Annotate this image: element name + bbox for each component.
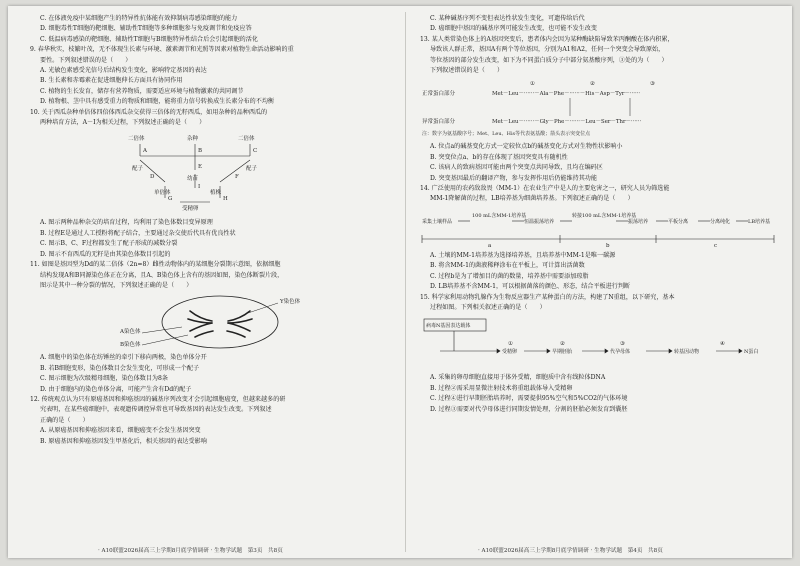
question-15-stem: 15. 科学家利用动物乳腺作为生物反应器生产某种蛋白的方法，构建了N重组，以下研究，基本 [420,293,675,301]
row-label: 异常蛋白部分 [422,119,456,126]
q13-option-a: A. 位点a的碱基变化方式一定较位点b的碱基变化方式对生物性状影响小 [430,143,623,151]
diagram-label: 配子 [132,166,144,173]
question-13-stem: 下列叙述错误的是（ ） [430,67,504,75]
q9-option-a: A. 光敏色素感受光信号后结构发生变化，影响特定基因的表达 [40,67,207,75]
diagram-label: 配子 [246,166,258,173]
question-11-stem: 结构发现A和B同源染色体正在分离，且A、B染色体上含有的基因如图，染色体断裂片段， [40,271,284,279]
markers: ① [530,81,535,88]
flow-step: 早期胚胎 [552,349,573,356]
sequence-row: Met－Leu－······－Ala－Phe－······－His－Asp－Tyr－······ [492,91,641,98]
q10-breeding-diagram [30,130,390,216]
q9-option-b: B. 生长素和赤霉素在促进细胞伸长方面具有协同作用 [40,77,183,85]
question-14-stem: MM-1降解菌的过程，LB培养基为细菌培养基。下列叙述正确的是（ ） [430,195,634,203]
question-15-stem: 过程如图。下列相关叙述正确的是（ ） [430,303,546,311]
diagram-label: 杂种 [187,136,199,143]
sequence-row: Met－Leu－······－Gly－Phe－······－Leu－Ser－Thr－······ [492,119,642,126]
q10-option-d: D. 图示不育西瓜的无籽是由其染色体数目引起的 [40,250,171,258]
diagram-letter: C [253,148,258,155]
diagram-letter: E [198,164,203,171]
q14-option-d: D. LB培养基不含MM-1，可以根据菌落的颜色、形态，结合平板进行判断 [430,283,631,291]
markers: ② [590,81,595,88]
q10-option-a: A. 图示两种品种杂交的培育过程，均利用了染色体数目变异原理 [40,219,213,227]
q15-option-a: A. 采集的卵母细胞直接用于体外受精，细胞质中含有线粒体DNA [430,374,606,382]
q14-option-b: B. 将含MM-1的菌液稀释涂布在平板上，可计算出活菌数 [430,262,585,270]
diagram-label: 受精卵 [182,206,199,213]
question-13-stem: 等位基因的部分发生改变，如下为不同蛋白质分子中部分氨基酸序列，③处的为（ ） [430,56,668,64]
diagram-letter: F [235,174,239,181]
q14-option-c: C. 过程b是为了增加目的菌的数量，培养基中需要添加琼脂 [430,272,589,280]
q13-option-c: C. 该病人的致病基因可能由两个突变点共同导致，且均在编码区 [430,164,603,172]
q10-option-c: C. 图示B、C、F过程都发生了配子形成的减数分裂 [40,240,178,248]
question-10-stem: 两种培育方法，A－I为相关过程，下列叙述正确的是（ ） [40,119,206,127]
diagram-letter: A [143,148,147,155]
q10-option-b: B. 过程E是通过人工授粉将配子结合，主要通过杂交使后代具有优良性状 [40,229,236,237]
text-line: D. 细胞毒性T细胞的靶细胞、辅助性T细胞等多种细胞参与免疫调节和免疫应答 [40,25,252,33]
text-line: D. 癌细胞中基因的碱基序列可能发生改变，也可能不发生改变 [430,25,597,33]
column-divider [405,12,406,552]
q11-option-b: B. 若B细胞变形，染色体数目会发生变化，可形成一个配子 [40,364,200,372]
q11-option-a: A. 细胞中的染色体在纺锤丝的牵引下移向两极，染色单体分开 [40,354,207,362]
markers: ③ [650,81,655,88]
q11-cell-division-diagram [30,293,390,351]
question-12-stem: 12. 传统观点认为只有原癌基因和抑癌基因的碱基序列改变才会引起细胞癌变，但越来越多的研 [30,395,286,403]
diagram-letter: I [198,184,201,191]
question-11-stem: 图示是其中一种分裂的情况，下列叙述正确的是（ ） [40,281,193,289]
flow-step: 采集土壤样品 [422,218,453,225]
question-12-stem: 正确的是（ ） [40,416,89,424]
right-column [420,14,780,542]
question-11-stem: 11. 如图是基因型为Dd的某二倍体（2n=8）雌性动物体内的某细胞分裂期示意图，依据细胞 [30,261,281,269]
flow-step: 平板分离 [668,218,689,225]
diagram-letter: H [223,196,228,203]
diagram-label: 幼苗 [187,176,199,183]
question-10-stem: 10. 关于西瓜杂种单倍体四倍体西瓜杂交获得三倍体的无籽西瓜，如用杂种的品种西瓜的 [30,108,268,116]
diagram-label: B染色体 [120,342,141,349]
question-9-stem: 9. 春华秋实，枝繁叶茂，无不体现生长素与环境、激素调节和光照等因素对植物生命活动影响的重 [30,46,294,54]
flow-number: ② [560,341,565,348]
q9-option-d: D. 植物根、茎中具有感受重力的物质和细胞，能将重力信号转换成生长素分布的不均衡 [40,98,275,106]
q13-sequence-diagram [420,78,780,140]
question-9-stem: 要性。下列叙述错误的是（ ） [40,56,132,64]
exam-sheet [8,6,792,558]
flow-step: 代孕母体 [610,349,631,356]
q15-transgenic-flow-diagram [420,315,780,371]
q14-screening-flow-diagram [420,207,780,249]
flow-step: 受精卵 [502,349,518,356]
q12-option-a: A. 从原癌基因和抑癌基因来看，细胞癌变不会发生基因突变 [40,427,201,435]
q14-option-a: A. 土壤的MM-1培养基为选择培养基，且培养基中MM-1是唯一碳源 [430,251,616,259]
diagram-label: 单倍体 [154,190,171,197]
flow-letter: a [488,242,492,249]
flow-step: 振荡培养 [628,218,649,225]
flow-number: ① [508,341,513,348]
diagram-label: 二倍体 [238,136,255,143]
flow-step: 分离纯化 [710,218,731,225]
q13-option-b: B. 突变位点a、b的存在体现了基因突变具有随机性 [430,153,568,161]
q15-option-b: B. 过程②需采用显微注射技术将重组载体导入受精卵 [430,384,573,392]
diagram-letter: B [198,148,203,155]
text-line: C. 在体液免疫中某细胞产生的特异性抗体能有效抑制病毒感染细胞的能力 [40,15,238,22]
question-14-stem: 14. 广泛使用的农药敌敌畏（MM-1）在农业生产中是人的主要危害之一，研究人员为筛选能 [420,185,670,193]
diagram-letter: D [150,174,155,181]
q12-option-b: B. 原癌基因和抑癌基因发生甲基化后，相关基因的表达受影响 [40,437,207,445]
q11-option-c: C. 图示细胞为次级精母细胞，染色体数目为8条 [40,375,168,383]
q15-option-c: C. 过程④进行早期胚胎培养时，需要提供95%空气和5%CO2的气体环境 [430,395,628,403]
flow-step: N蛋白 [744,349,759,356]
q13-option-d: D. 突变基因最后的翻译产物，参与发挥作用后仍能维持其功能 [430,174,597,182]
diagram-label: 植株 [210,190,222,197]
flow-step: LB培养基 [748,218,770,225]
question-13-stem: 13. 某人类常染色体上的A基因突变后，患者体内会因为某种酶缺陷导致苯丙酮酸在体内积累， [420,35,674,43]
question-13-stem: 导致该人群正常，基因A有两个等位基因，分别为A1和A2，任何一个突变会导致原始， [430,46,665,54]
flow-step: 恒温振荡培养 [524,218,555,225]
text-line: C. 低温病毒感染的靶细胞、辅助性T细胞与B细胞特异性结合后会引起细胞的活化 [40,35,258,43]
q15-option-d: D. 过程③需要对代孕母体进行同期发情处理，分割的胚胎必须发育到囊胚 [430,405,628,413]
flow-letter: c [714,242,718,249]
question-12-stem: 究表明，在某些癌细胞中，表观遗传调控异常也可导致基因的表达发生改变。下列叙述 [40,406,272,414]
flow-letter: b [606,242,610,249]
diagram-caption: 注：数字为氨基酸序号；Met、Leu、His等代表氨基酸；箭头表示突变位点 [422,131,591,138]
diagram-label: A染色体 [120,329,141,336]
text-line: C. 某种碱基序列不变但表达性状发生变化，可遗传给后代 [430,15,585,22]
flow-step: 转接100 mL含MM-1培养基 [572,212,637,219]
row-label: 正常蛋白部分 [422,91,456,98]
page-footer-left: · A10联盟2026届高三上学期8月底学情调研 · 生物学试题 第3页 共8页 [98,548,283,554]
page-footer-right: · A10联盟2026届高三上学期8月底学情调研 · 生物学试题 第4页 共8页 [478,548,663,554]
diagram-label: Y染色体 [280,299,301,306]
flow-step: 100 mL含MM-1培养基 [472,212,527,219]
q9-option-c: C. 植物的生长发育，储存有营养物质，需要适应环境与植物激素的共同调节 [40,87,244,95]
diagram-label: 二倍体 [128,136,145,143]
flow-step: 转基因动物 [674,349,700,356]
flow-step: 病毒N基因表达载体 [426,323,471,330]
diagram-letter: G [168,196,173,203]
q11-option-d: D. 由于细胞内的染色单体分离，可能产生含有Dd的配子 [40,385,192,393]
flow-number: ③ [620,341,625,348]
left-column [30,14,390,542]
flow-number: ④ [720,341,725,348]
